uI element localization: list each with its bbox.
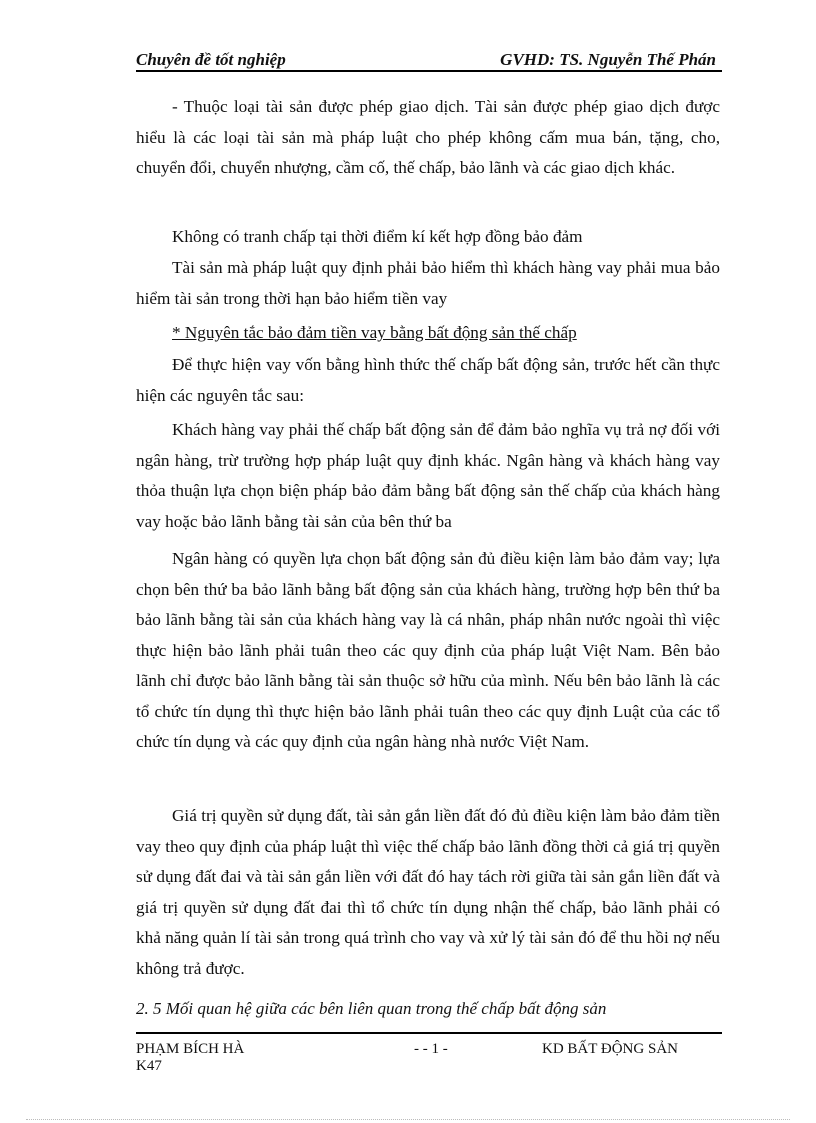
- header-supervisor: GVHD: TS. Nguyễn Thế Phán: [500, 50, 716, 69]
- footer-divider: [136, 1032, 722, 1034]
- footer-department: KD BẤT ĐỘNG SẢN: [542, 1041, 678, 1057]
- paragraph-insurance: Tài sản mà pháp luật quy định phải bảo hiểm thì khách hàng vay phải mua bảo hiểm tài sản trong thời hạn bảo hiểm tiền vay: [136, 258, 720, 308]
- paragraph-land-use-rights: Giá trị quyền sử dụng đất, tài sản gắn liền đất đó đủ điều kiện làm bảo đảm tiền vay theo quy định của pháp luật thì việc thế chấp bảo lãnh đồng thời cả giá trị quyền sử dụng đất đai và tài sản gắn liền với đất đó hay tách rời giữa tài sản gắn liền đất và giá trị quyền sử dụng đất đai thì tổ chức tín dụng nhận thế chấp, bảo lãnh phải có khả năng quản lí tài sản trong quá trình cho vay và xử lý tài sản đó để thu hồi nợ nếu không trả được.: [136, 806, 720, 978]
- header-document-type: Chuyên đề tốt nghiệp: [136, 50, 286, 69]
- paragraph-customer-mortgage: Khách hàng vay phải thế chấp bất động sản để đảm bảo nghĩa vụ trả nợ đối với ngân hàng, trừ trường hợp pháp luật quy định khác. Ngân hàng và khách hàng vay thỏa thuận lựa chọn biện pháp bảo đảm bằng bất động sản thế chấp của khách hàng vay hoặc bảo lãnh bằng tài sản của bên thứ ba: [136, 420, 720, 531]
- footer-class: K47: [136, 1058, 162, 1074]
- footer-page-number: - - 1 -: [414, 1041, 448, 1057]
- paragraph-principles-intro: Để thực hiện vay vốn bằng hình thức thế chấp bất động sản, trước hết cần thực hiện các nguyên tắc sau:: [136, 355, 720, 405]
- paragraph-eligible-assets: - Thuộc loại tài sản được phép giao dịch. Tài sản được phép giao dịch được hiểu là các loại tài sản mà pháp luật cho phép không cấm mua bán, tặng, cho, chuyển đổi, chuyển nhượng, cầm cố, thế chấp, bảo lãnh và các giao dịch khác.: [136, 97, 720, 177]
- paragraph-bank-rights: Ngân hàng có quyền lựa chọn bất động sản đủ điều kiện làm bảo đảm vay; lựa chọn bên thứ ba bảo lãnh bằng bất động sản của khách hàng, trường hợp bên thứ ba bảo lãnh bằng tài sản của khách hàng vay là cá nhân, pháp nhân nước ngoài thì việc thực hiện bảo lãnh phải tuân theo các quy định của pháp luật Việt Nam. Bên bảo lãnh chỉ được bảo lãnh bằng tài sản thuộc sở hữu của mình. Nếu bên bảo lãnh là các tổ chức tín dụng thì thực hiện bảo lãnh phải tuân theo các quy định Luật của các tổ chức tín dụng và các quy định của ngân hàng nhà nước Việt Nam.: [136, 549, 720, 751]
- page-boundary: [26, 1119, 790, 1120]
- section-heading-principles: * Nguyên tắc bảo đảm tiền vay bằng bất động sản thế chấp: [172, 323, 577, 342]
- section-heading-2-5: 2. 5 Mối quan hệ giữa các bên liên quan trong thế chấp bất động sản: [136, 999, 607, 1018]
- page-header: [136, 48, 722, 72]
- footer-author: PHẠM BÍCH HÀ: [136, 1041, 245, 1057]
- paragraph-no-dispute: Không có tranh chấp tại thời điểm kí kết hợp đồng bảo đảm: [172, 227, 583, 246]
